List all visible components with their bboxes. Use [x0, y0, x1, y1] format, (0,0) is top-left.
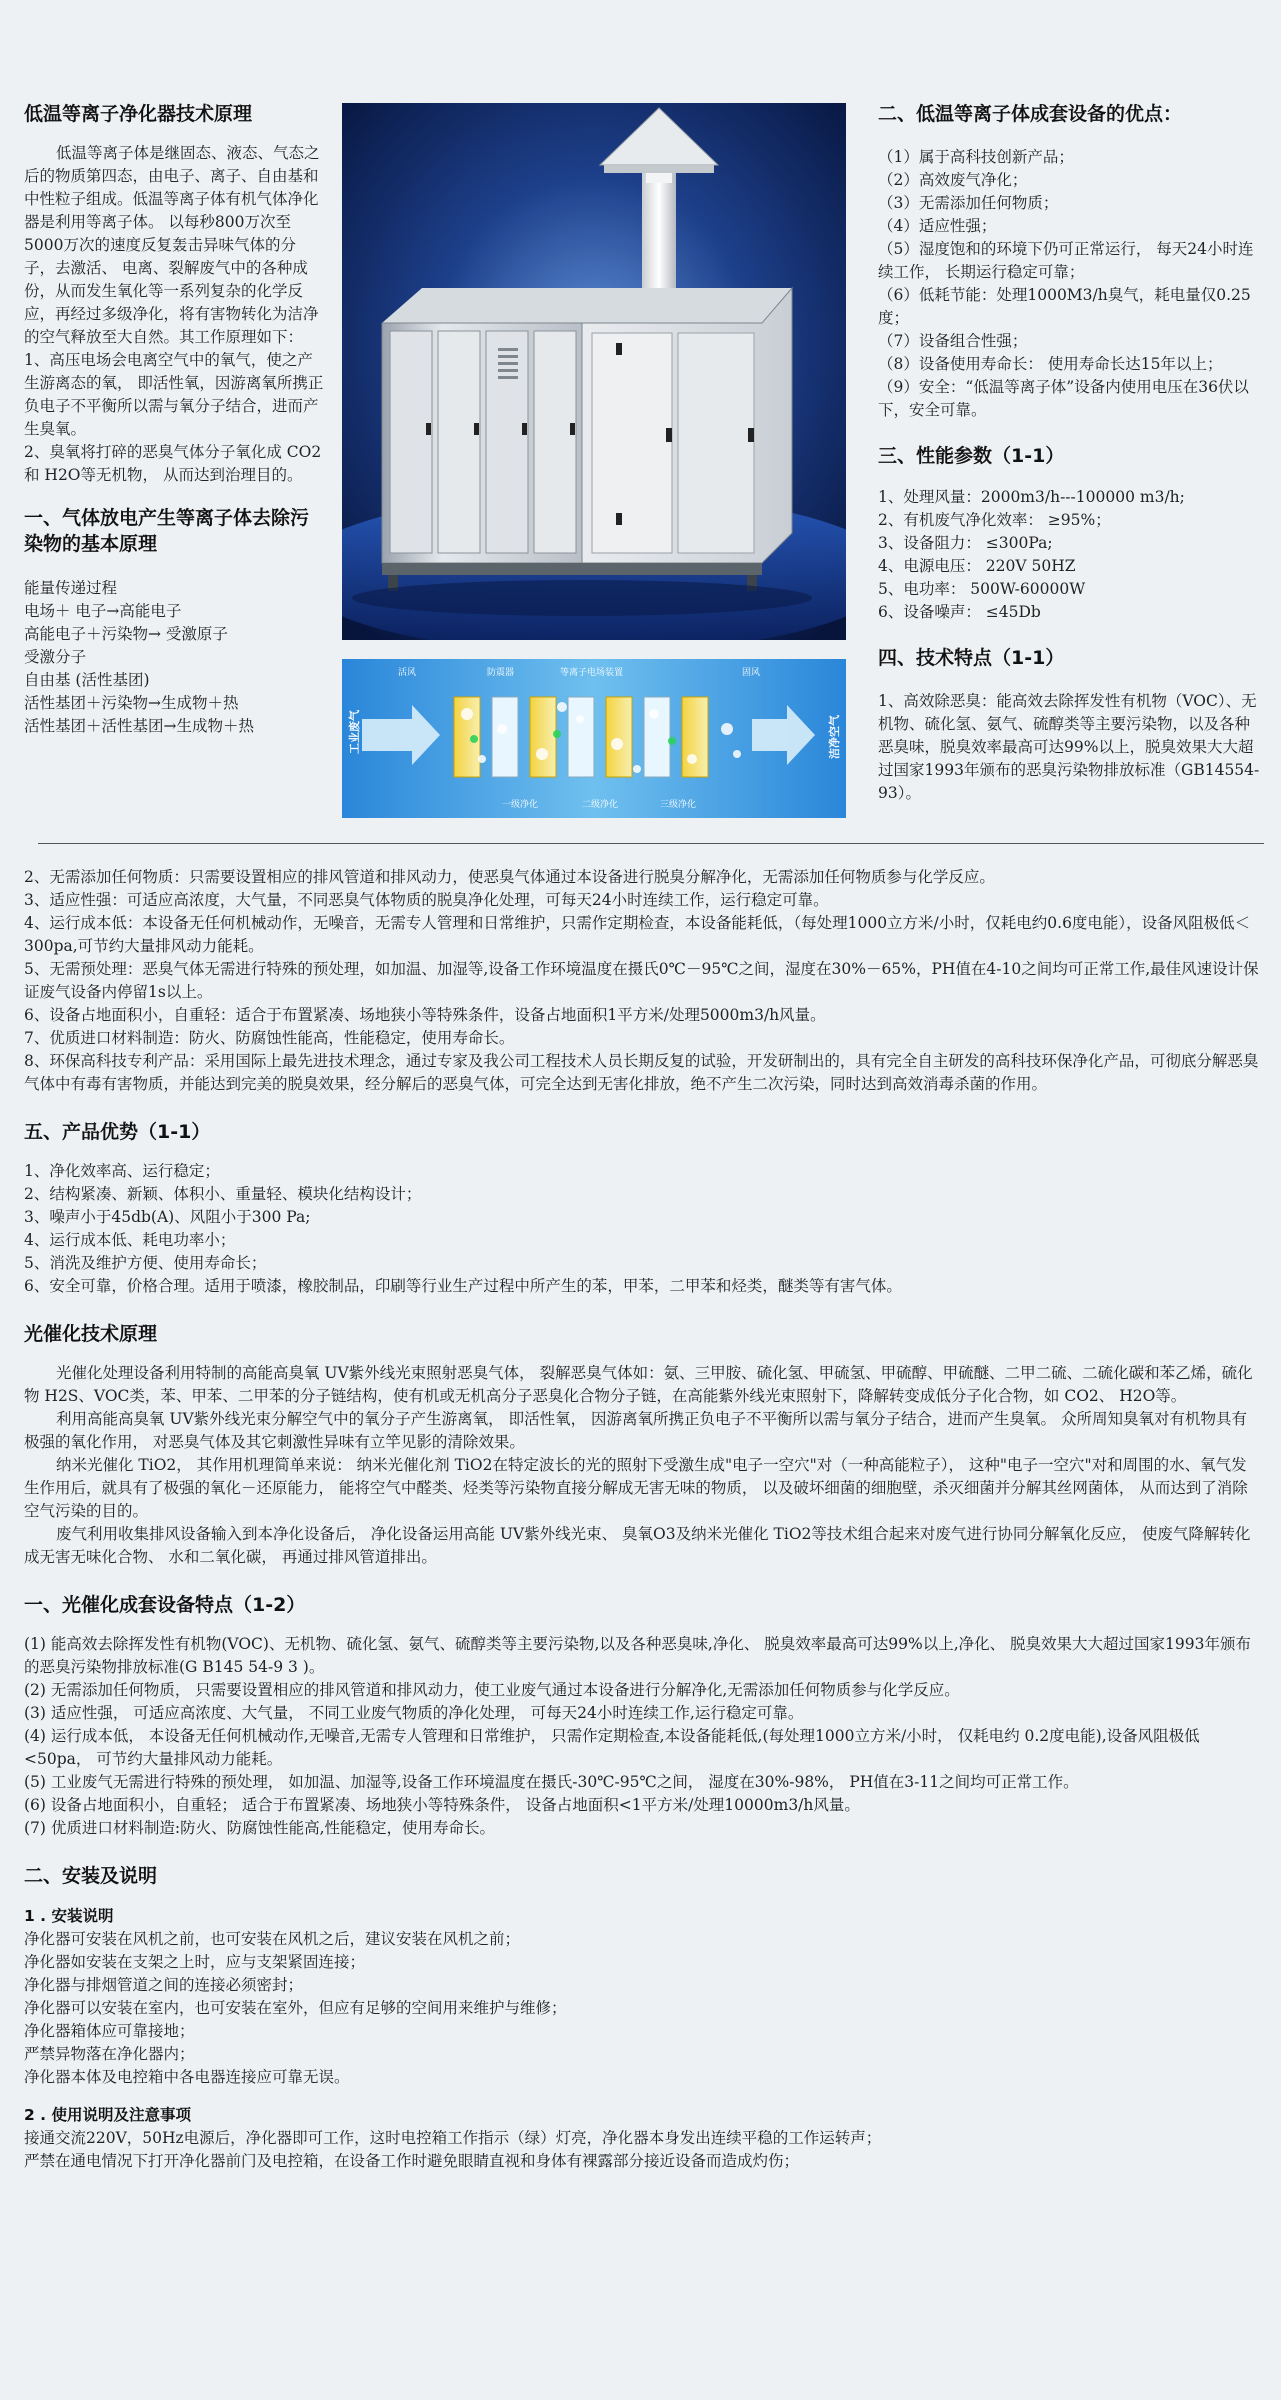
diagram-label-bottom: 二级净化 [582, 800, 619, 810]
diagram-label-output: 洁净空气 [828, 715, 841, 759]
reaction-line: 受激分子 [24, 648, 87, 666]
installation-list [24, 1928, 1260, 2089]
installation-subtitle: 1 . 安装说明 [24, 1907, 114, 1925]
reaction-list [24, 577, 324, 738]
installation-title: 二、安装及说明 [24, 1865, 158, 1887]
tech-feature-item: 3、适应性强：可适应高浓度，大气量，不同恶臭气体物质的脱臭净化处理，可每天24小时连续工作，运行稳定可靠。 [24, 891, 829, 909]
installation-item: 严禁异物落在净化器内； [24, 2045, 195, 2063]
purifier-product-image [342, 103, 846, 640]
photocatalysis-paragraph: 废气利用收集排风设备输入到本净化设备后， 净化设备运用高能 UV紫外线光束、 臭氧O3及纳米光催化 TiO2等技术组合起来对废气进行协同分解氧化反应， 使废气降解转化成无害无味化合物、 水和二氧化碳， 再通过排风管道排出。 [24, 1525, 1251, 1566]
installation-item: 净化器如安装在支架之上时，应与支架紧固连接； [24, 1953, 366, 1971]
diagram-label-bottom: 一级净化 [502, 800, 539, 810]
performance-item: 6、设备噪声： ≤45Db [878, 603, 1041, 621]
advantages-list [878, 146, 1262, 422]
photocatalysis-feature-item: (6) 设备占地面积小，自重轻； 适合于布置紧凑、场地狭小等特殊条件， 设备占地面积<1平方米/处理10000m3/h风量。 [24, 1796, 860, 1814]
diagram-label-top: 活风 [398, 668, 417, 678]
advantage-item: （7）设备组合性强； [878, 332, 1028, 350]
performance-title: 三、性能参数（1-1） [878, 445, 1065, 467]
installation-item: 净化器可以安装在室内，也可安装在室外，但应有足够的空间用来维护与维修； [24, 1999, 567, 2017]
diagram-label-top: 固风 [742, 668, 761, 678]
diagram-label-input: 工业废气 [348, 710, 361, 754]
reaction-line: 活性基团＋污染物→生成物＋热 [24, 694, 239, 712]
product-advantages-title: 五、产品优势（1-1） [24, 1121, 211, 1143]
product-advantage-item: 1、净化效率高、运行稳定； [24, 1162, 220, 1180]
usage-item: 严禁在通电情况下打开净化器前门及电控箱，在设备工作时避免眼睛直视和身体有裸露部分接近设备而造成灼伤； [24, 2152, 800, 2170]
usage-list [24, 2127, 1260, 2173]
installation-item: 净化器可安装在风机之前，也可安装在风机之后，建议安装在风机之前； [24, 1930, 521, 1948]
performance-item: 2、有机废气净化效率： ≥95%； [878, 511, 1111, 529]
reaction-line: 电场＋ 电子→高能电子 [24, 602, 182, 620]
tech-feature-item: 4、运行成本低：本设备无任何机械动作，无噪音，无需专人管理和日常维护，只需作定期检查，本设备能耗低，（每处理1000立方米/小时，仅耗电约0.6度电能），设备风阻极低＜300pa,可节约大量排风动力能耗。 [24, 914, 1251, 955]
left-column [24, 100, 324, 738]
photocatalysis-feature-item: (4) 运行成本低， 本设备无任何机械动作,无噪音,无需专人管理和日常维护， 只需作定期检查,本设备能耗低,(每处理1000立方米/小时， 仅耗电约 0.2度电能),设备风阻极低<50pa， 可节约大量排风动力能耗。 [24, 1727, 1200, 1768]
advantage-item: （5）湿度饱和的环境下仍可正常运行， 每天24小时连续工作， 长期运行稳定可靠； [878, 240, 1254, 281]
advantages-title: 二、低温等离子体成套设备的优点： [878, 103, 1183, 125]
product-advantage-item: 5、消洗及维护方便、使用寿命长； [24, 1254, 267, 1272]
tech-feature-item: 7、优质进口材料制造：防火、防腐蚀性能高，性能稳定，使用寿命长。 [24, 1029, 515, 1047]
tech-feature-item: 5、无需预处理：恶臭气体无需进行特殊的预处理，如加温、加湿等,设备工作环境温度在摄氏0℃－95℃之间，湿度在30%－65%，PH值在4-10之间均可正常工作,最佳风速设计保证废气设备内停留1s以上。 [24, 960, 1259, 1001]
photocatalysis-paragraph: 利用高能高臭氧 UV紫外线光束分解空气中的氧分子产生游离氧， 即活性氧， 因游离氧所携正负电子不平衡所以需与氧分子结合，进而产生臭氧。 众所周知臭氧对有机物具有极强的氧化作用， 对恶臭气体及其它刺激性异味有立竿见影的清除效果。 [24, 1410, 1247, 1451]
product-advantage-item: 3、噪声小于45db(A)、风阻小于300 Pa; [24, 1208, 311, 1226]
plasma-point-2: 2、臭氧将打碎的恶臭气体分子氧化成 CO2和 H2O等无机物， 从而达到治理目的。 [24, 443, 322, 484]
photocatalysis-features-title: 一、光催化成套设备特点（1-2） [24, 1594, 306, 1616]
section-divider [38, 843, 1264, 844]
tech-feature-item: 2、无需添加任何物质：只需要设置相应的排风管道和排风动力，使恶臭气体通过本设备进行脱臭分解净化，无需添加任何物质参与化学反应。 [24, 868, 995, 886]
photocatalysis-feature-item: (2) 无需添加任何物质， 只需要设置相应的排风管道和排风动力，使工业废气通过本设备进行分解净化,无需添加任何物质参与化学反应。 [24, 1681, 960, 1699]
advantage-item: （6）低耗节能：处理1000M3/h臭气，耗电量仅0.25度； [878, 286, 1251, 327]
diagram-label-top: 等离子电场装置 [560, 668, 624, 678]
tech-features-continued [24, 866, 1260, 1096]
plasma-intro-paragraph: 低温等离子体是继固态、液态、气态之后的物质第四态，由电子、离子、自由基和中性粒子组成。低温等离子体有机气体净化器是利用等离子体。 以每秒800万次至5000万次的速度反复轰击异味气体的分子，去激活、 电离、裂解废气中的各种成份，从而发生氧化等一系列复杂的化学反应，再经过多级净化，将有害物转化为洁净的空气释放至大自然。其工作原理如下： [24, 144, 320, 346]
advantage-item: （1）属于高科技创新产品； [878, 148, 1074, 166]
installation-item: 净化器本体及电控箱中各电器连接应可靠无误。 [24, 2068, 350, 2086]
tech-feature-item: 8、环保高科技专利产品：采用国际上最先进技术理念，通过专家及我公司工程技术人员长期反复的试验，开发研制出的，具有完全自主研发的高科技环保净化产品，可彻底分解恶臭气体中有毒有害物质，并能达到完美的脱臭效果，经分解后的恶臭气体，可完全达到无害化排放，绝不产生二次污染，同时达到高效消毒杀菌的作用。 [24, 1052, 1259, 1093]
product-advantages-list [24, 1160, 1260, 1298]
photocatalysis-paragraph: 纳米光催化 TiO2， 其作用机理简单来说： 纳米光催化剂 TiO2在特定波长的光的照射下受激生成"电子一空穴"对（一种高能粒子）， 这种"电子一空穴"对和周围的水、氧气发生作用后，就具有了极强的氧化－还原能力， 能将空气中醛类、烃类等污染物直接分解成无害无味的物质， 以及破坏细菌的细胞壁，杀灭细菌并分解其丝网菌体， 从而达到了消除空气污染的目的。 [24, 1456, 1248, 1520]
photocatalysis-feature-item: (1) 能高效去除挥发性有机物(VOC)、无机物、硫化氢、氨气、硫醇类等主要污染物,以及各种恶臭味,净化、 脱臭效率最高可达99%以上,净化、 脱臭效果大大超过国家1993年颁布的恶臭污染物排放标准(G B145 54-9 3 )。 [24, 1635, 1252, 1676]
photocatalysis-feature-item: (5) 工业废气无需进行特殊的预处理， 如加温、加湿等,设备工作环境温度在摄氏-30℃-95℃之间， 湿度在30%-98%， PH值在3-11之间均可正常工作。 [24, 1773, 1079, 1791]
usage-subtitle: 2 . 使用说明及注意事项 [24, 2106, 191, 2124]
main-body [24, 866, 1260, 2173]
advantage-item: （9）安全：“低温等离子体”设备内使用电压在36伏以下，安全可靠。 [878, 378, 1249, 419]
photocatalysis-feature-item: (3) 适应性强， 可适应高浓度、大气量， 不同工业废气物质的净化处理， 可每天24小时连续工作,运行稳定可靠。 [24, 1704, 804, 1722]
installation-item: 净化器箱体应可靠接地； [24, 2022, 195, 2040]
reaction-line: 活性基团＋活性基团→生成物＋热 [24, 717, 254, 735]
performance-item: 3、设备阻力： ≤300Pa; [878, 534, 1053, 552]
advantage-item: （8）设备使用寿命长： 使用寿命长达15年以上； [878, 355, 1223, 373]
diagram-label-top: 防震器 [487, 668, 515, 678]
advantage-item: （3）无需添加任何物质； [878, 194, 1059, 212]
reaction-line: 能量传递过程 [24, 579, 118, 597]
plasma-point-1: 1、高压电场会电离空气中的氧气，使之产生游离态的氧， 即活性氧，因游离氧所携正负电子不平衡所以需与氧分子结合，进而产生臭氧。 [24, 351, 324, 438]
installation-item: 净化器与排烟管道之间的连接必须密封； [24, 1976, 304, 1994]
usage-item: 接通交流220V，50Hz电源后，净化器即可工作，这时电控箱工作指示（绿）灯亮，净化器本身发出连续平稳的工作运转声； [24, 2129, 882, 2147]
tech-feature-item: 6、设备占地面积小，自重轻：适合于布置紧凑、场地狭小等特殊条件，设备占地面积1平方米/处理5000m3/h风量。 [24, 1006, 826, 1024]
performance-list [878, 486, 1262, 624]
product-advantage-item: 6、安全可靠，价格合理。适用于喷漆，橡胶制品，印刷等行业生产过程中所产生的苯，甲苯，二甲苯和烃类，醚类等有害气体。 [24, 1277, 902, 1295]
photocatalysis-feature-item: (7) 优质进口材料制造:防火、防腐蚀性能高,性能稳定，使用寿命长。 [24, 1819, 496, 1837]
tech-feature-1: 1、高效除恶臭：能高效去除挥发性有机物（VOC）、无机物、硫化氢、氨气、硫醇类等主要污染物，以及各种恶臭味，脱臭效率最高可达99%以上，脱臭效果大大超过国家1993年颁布的恶臭污染物排放标准（GB14554-93）。 [878, 692, 1260, 802]
product-advantage-item: 4、运行成本低、耗电功率小； [24, 1231, 236, 1249]
performance-item: 4、电源电压： 220V 50HZ [878, 557, 1076, 575]
photocatalysis-features-list [24, 1633, 1260, 1840]
performance-item: 1、处理风量：2000m3/h---100000 m3/h; [878, 488, 1185, 506]
purification-process-diagram [342, 659, 846, 818]
plasma-principle-title: 低温等离子净化器技术原理 [24, 103, 253, 125]
tech-features-title: 四、技术特点（1-1） [878, 647, 1065, 669]
right-column [878, 100, 1262, 805]
advantage-item: （2）高效废气净化； [878, 171, 1028, 189]
advantage-item: （4）适应性强； [878, 217, 997, 235]
discharge-section-title: 一、气体放电产生等离子体去除污染物的基本原理 [24, 507, 310, 555]
performance-item: 5、电功率： 500W-60000W [878, 580, 1086, 598]
reaction-line: 高能电子＋污染物→ 受激原子 [24, 625, 228, 643]
diagram-label-bottom: 三级净化 [660, 800, 697, 810]
photocatalysis-title: 光催化技术原理 [24, 1323, 158, 1345]
reaction-line: 自由基 (活性基团) [24, 671, 150, 689]
product-advantage-item: 2、结构紧凑、新颖、体积小、重量轻、模块化结构设计； [24, 1185, 422, 1203]
photocatalysis-paragraph: 光催化处理设备利用特制的高能高臭氧 UV紫外线光束照射恶臭气体， 裂解恶臭气体如：氨、三甲胺、硫化氢、甲硫氢、甲硫醇、甲硫醚、二甲二硫、二硫化碳和苯乙烯，硫化物 H2S、VOC类，苯、甲苯、二甲苯的分子链结构，使有机或无机高分子恶臭化合物分子链，在高能紫外线光束照射下，降解转变成低分子化合物，如 CO2、 H2O等。 [24, 1364, 1253, 1405]
